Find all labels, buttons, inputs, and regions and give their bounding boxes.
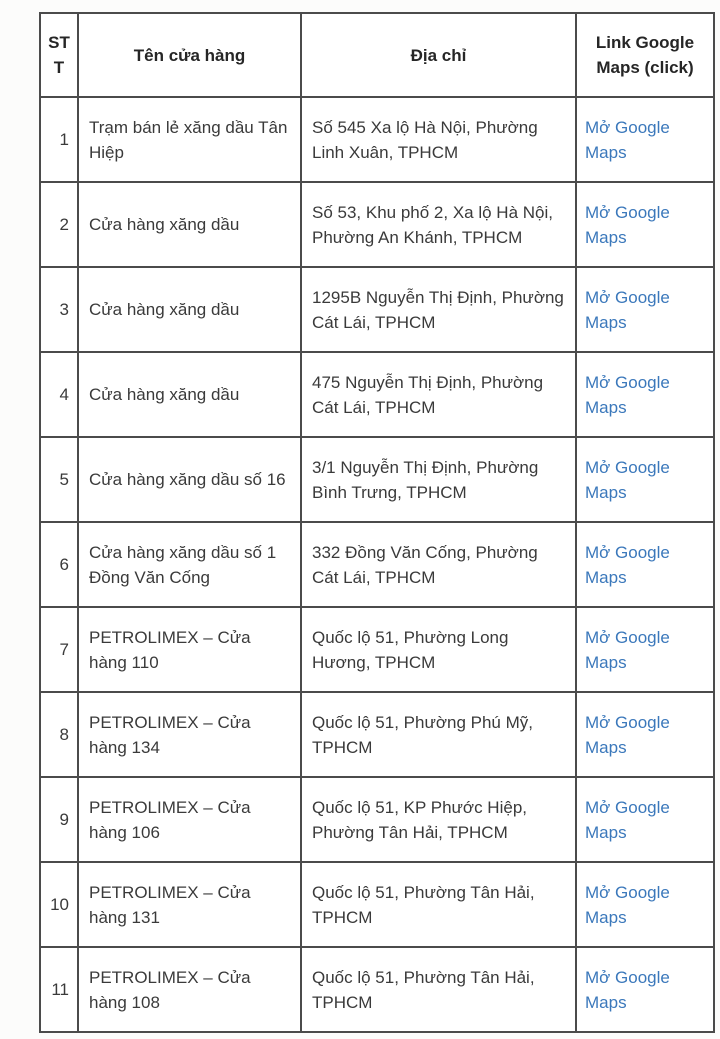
- store-link-cell: [576, 182, 714, 267]
- store-name: Trạm bán lẻ xăng dầu Tân Hiệp: [78, 97, 301, 182]
- table-row: [40, 182, 714, 267]
- store-link-cell: [576, 692, 714, 777]
- store-address: 332 Đồng Văn Cống, Phường Cát Lái, TPHCM: [301, 522, 576, 607]
- store-address: 475 Nguyễn Thị Định, Phường Cát Lái, TPHCM: [301, 352, 576, 437]
- open-google-maps-link[interactable]: Mở Google Maps: [585, 712, 670, 757]
- table-row: [40, 862, 714, 947]
- column-header-link: Link Google Maps (click): [576, 13, 714, 97]
- table-row: [40, 437, 714, 522]
- row-number: 1: [40, 97, 78, 182]
- store-name: Cửa hàng xăng dầu số 1 Đồng Văn Cống: [78, 522, 301, 607]
- store-address: Quốc lộ 51, KP Phước Hiệp, Phường Tân Hải, TPHCM: [301, 777, 576, 862]
- store-address: 1295B Nguyễn Thị Định, Phường Cát Lái, TPHCM: [301, 267, 576, 352]
- open-google-maps-link[interactable]: Mở Google Maps: [585, 797, 670, 842]
- table-row: [40, 607, 714, 692]
- store-link-cell: [576, 947, 714, 1032]
- store-link-cell: [576, 352, 714, 437]
- open-google-maps-link[interactable]: Mở Google Maps: [585, 627, 670, 672]
- table-row: [40, 777, 714, 862]
- store-link-cell: [576, 777, 714, 862]
- open-google-maps-link[interactable]: Mở Google Maps: [585, 542, 670, 587]
- row-number: 5: [40, 437, 78, 522]
- open-google-maps-link[interactable]: Mở Google Maps: [585, 372, 670, 417]
- table-row: [40, 352, 714, 437]
- store-address: 3/1 Nguyễn Thị Định, Phường Bình Trưng, TPHCM: [301, 437, 576, 522]
- table-row: [40, 947, 714, 1032]
- open-google-maps-link[interactable]: Mở Google Maps: [585, 457, 670, 502]
- store-address: Quốc lộ 51, Phường Long Hương, TPHCM: [301, 607, 576, 692]
- open-google-maps-link[interactable]: Mở Google Maps: [585, 117, 670, 162]
- store-name: PETROLIMEX – Cửa hàng 134: [78, 692, 301, 777]
- row-number: 7: [40, 607, 78, 692]
- store-link-cell: [576, 267, 714, 352]
- store-name: Cửa hàng xăng dầu: [78, 182, 301, 267]
- store-name: PETROLIMEX – Cửa hàng 106: [78, 777, 301, 862]
- open-google-maps-link[interactable]: Mở Google Maps: [585, 202, 670, 247]
- store-name: Cửa hàng xăng dầu: [78, 352, 301, 437]
- store-name: Cửa hàng xăng dầu: [78, 267, 301, 352]
- store-table: [39, 12, 715, 1033]
- store-name: PETROLIMEX – Cửa hàng 131: [78, 862, 301, 947]
- open-google-maps-link[interactable]: Mở Google Maps: [585, 287, 670, 332]
- store-link-cell: [576, 607, 714, 692]
- table-body: [40, 97, 714, 1032]
- row-number: 6: [40, 522, 78, 607]
- row-number: 8: [40, 692, 78, 777]
- row-number: 3: [40, 267, 78, 352]
- row-number: 9: [40, 777, 78, 862]
- table-header-row: [40, 13, 714, 97]
- store-address: Quốc lộ 51, Phường Tân Hải, TPHCM: [301, 862, 576, 947]
- open-google-maps-link[interactable]: Mở Google Maps: [585, 882, 670, 927]
- row-number: 10: [40, 862, 78, 947]
- store-address: Quốc lộ 51, Phường Tân Hải, TPHCM: [301, 947, 576, 1032]
- store-name: PETROLIMEX – Cửa hàng 108: [78, 947, 301, 1032]
- column-header-stt: STT: [40, 13, 78, 97]
- store-link-cell: [576, 522, 714, 607]
- store-link-cell: [576, 862, 714, 947]
- table-row: [40, 692, 714, 777]
- store-address: Số 53, Khu phố 2, Xa lộ Hà Nội, Phường An Khánh, TPHCM: [301, 182, 576, 267]
- open-google-maps-link[interactable]: Mở Google Maps: [585, 967, 670, 1012]
- row-number: 2: [40, 182, 78, 267]
- store-name: PETROLIMEX – Cửa hàng 110: [78, 607, 301, 692]
- table-row: [40, 267, 714, 352]
- store-address: Số 545 Xa lộ Hà Nội, Phường Linh Xuân, TPHCM: [301, 97, 576, 182]
- column-header-name: Tên cửa hàng: [78, 13, 301, 97]
- store-name: Cửa hàng xăng dầu số 16: [78, 437, 301, 522]
- column-header-address: Địa chỉ: [301, 13, 576, 97]
- store-link-cell: [576, 437, 714, 522]
- table-row: [40, 522, 714, 607]
- store-address: Quốc lộ 51, Phường Phú Mỹ, TPHCM: [301, 692, 576, 777]
- row-number: 4: [40, 352, 78, 437]
- table-row: [40, 97, 714, 182]
- store-link-cell: [576, 97, 714, 182]
- row-number: 11: [40, 947, 78, 1032]
